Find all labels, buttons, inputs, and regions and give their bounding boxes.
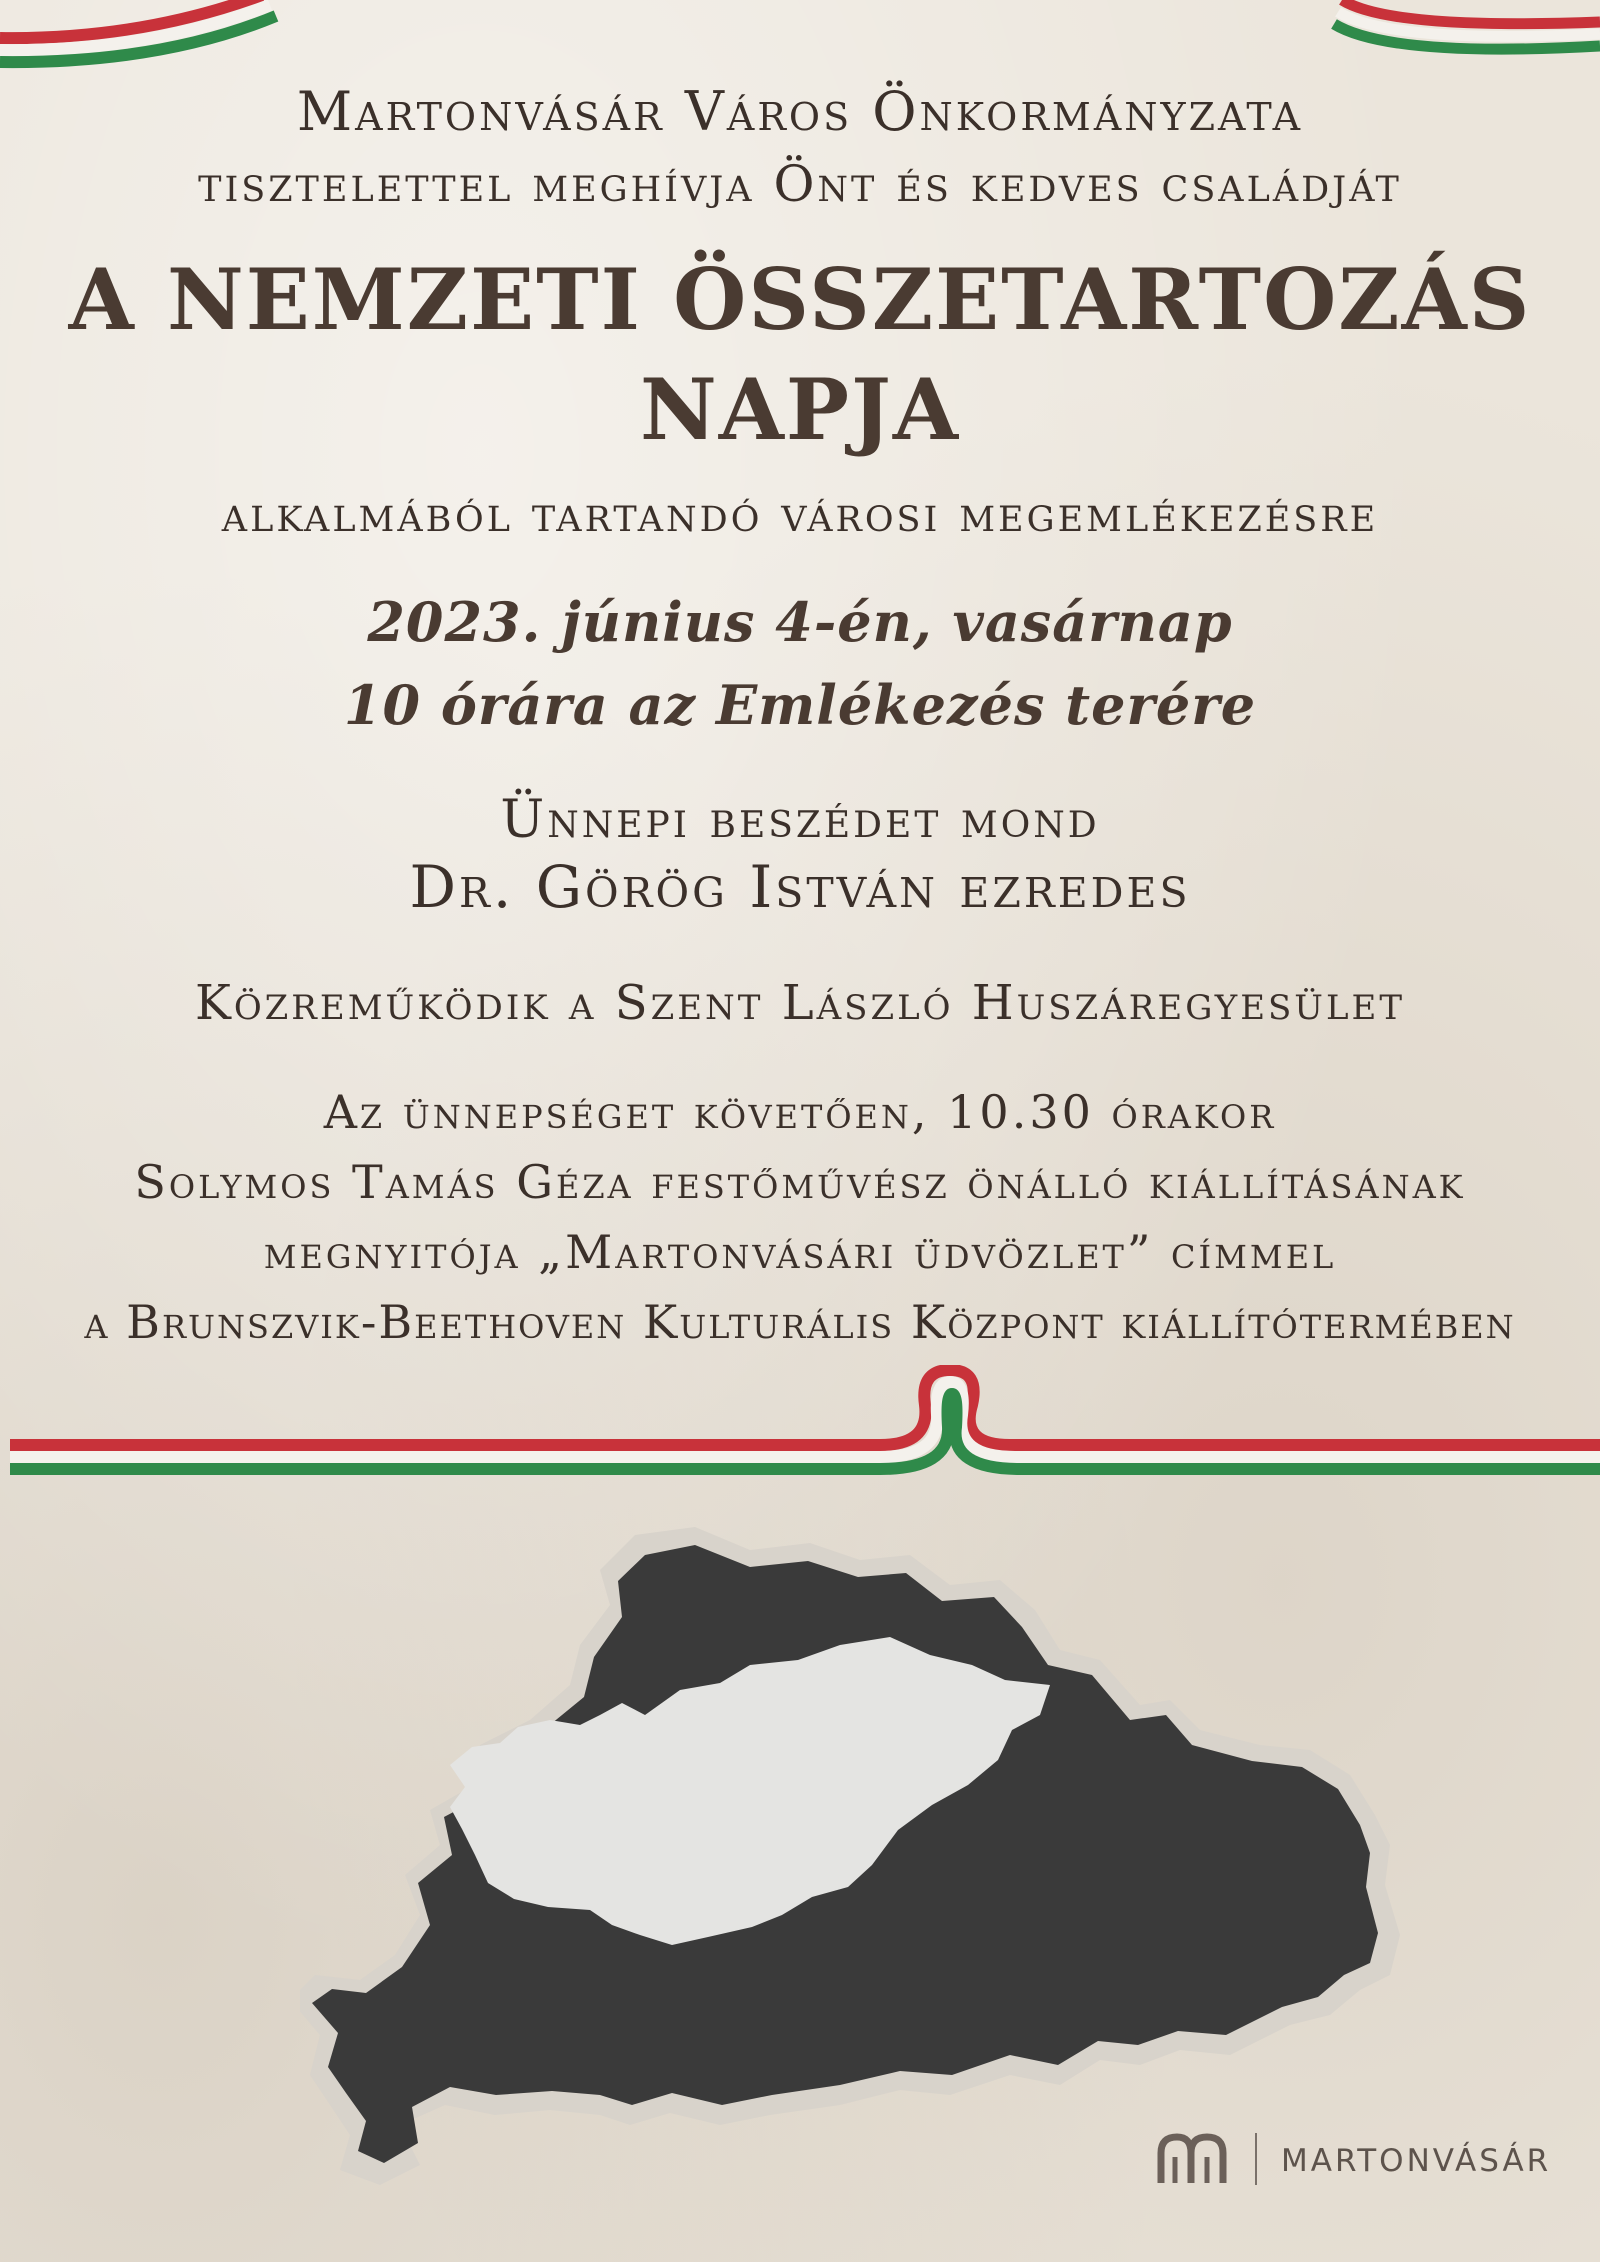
event-place: 10 órára az Emlékezés terére — [343, 673, 1257, 737]
exhibition-line-2: Solymos Tamás Géza festőművész önálló kiállításának — [134, 1155, 1466, 1209]
ribbon-divider-decoration — [0, 1365, 1600, 1505]
martonvasar-logo — [1155, 2125, 1555, 2195]
logo-text: MARTONVÁSÁR — [1281, 2143, 1552, 2179]
event-date: 2023. június 4-én, vasárnap — [367, 590, 1233, 654]
event-title-line1: A NEMZETI ÖSSZETARTOZÁS — [68, 250, 1532, 349]
event-subtitle: alkalmából tartandó városi megemlékezésre — [221, 485, 1379, 543]
participant-line: Közreműködik a Szent László Huszáregyesület — [194, 975, 1406, 1031]
exhibition-line-3: megnyitója „Martonvásári üdvözlet” címmel — [263, 1225, 1337, 1279]
invitation-line: tisztelettel meghívja Önt és kedves családját — [198, 155, 1402, 213]
speech-intro: Ünnepi beszédet mond — [500, 790, 1100, 850]
exhibition-line-4: a Brunszvik-Beethoven Kulturális Központ kiállítótermében — [84, 1295, 1516, 1349]
ribbon-top-right-decoration — [1330, 0, 1600, 80]
historical-hungary-map — [300, 1515, 1420, 2195]
host-organization: Martonvásár Város Önkormányzata — [296, 80, 1304, 143]
logo-divider — [1255, 2133, 1257, 2185]
ribbon-top-left-decoration — [0, 0, 280, 90]
event-title-line2: NAPJA — [639, 360, 961, 459]
speaker-name: Dr. Görög István ezredes — [409, 853, 1191, 921]
martonvasar-m-icon — [1155, 2131, 1235, 2187]
exhibition-line-1: Az ünnepséget követően, 10.30 órakor — [323, 1085, 1277, 1139]
